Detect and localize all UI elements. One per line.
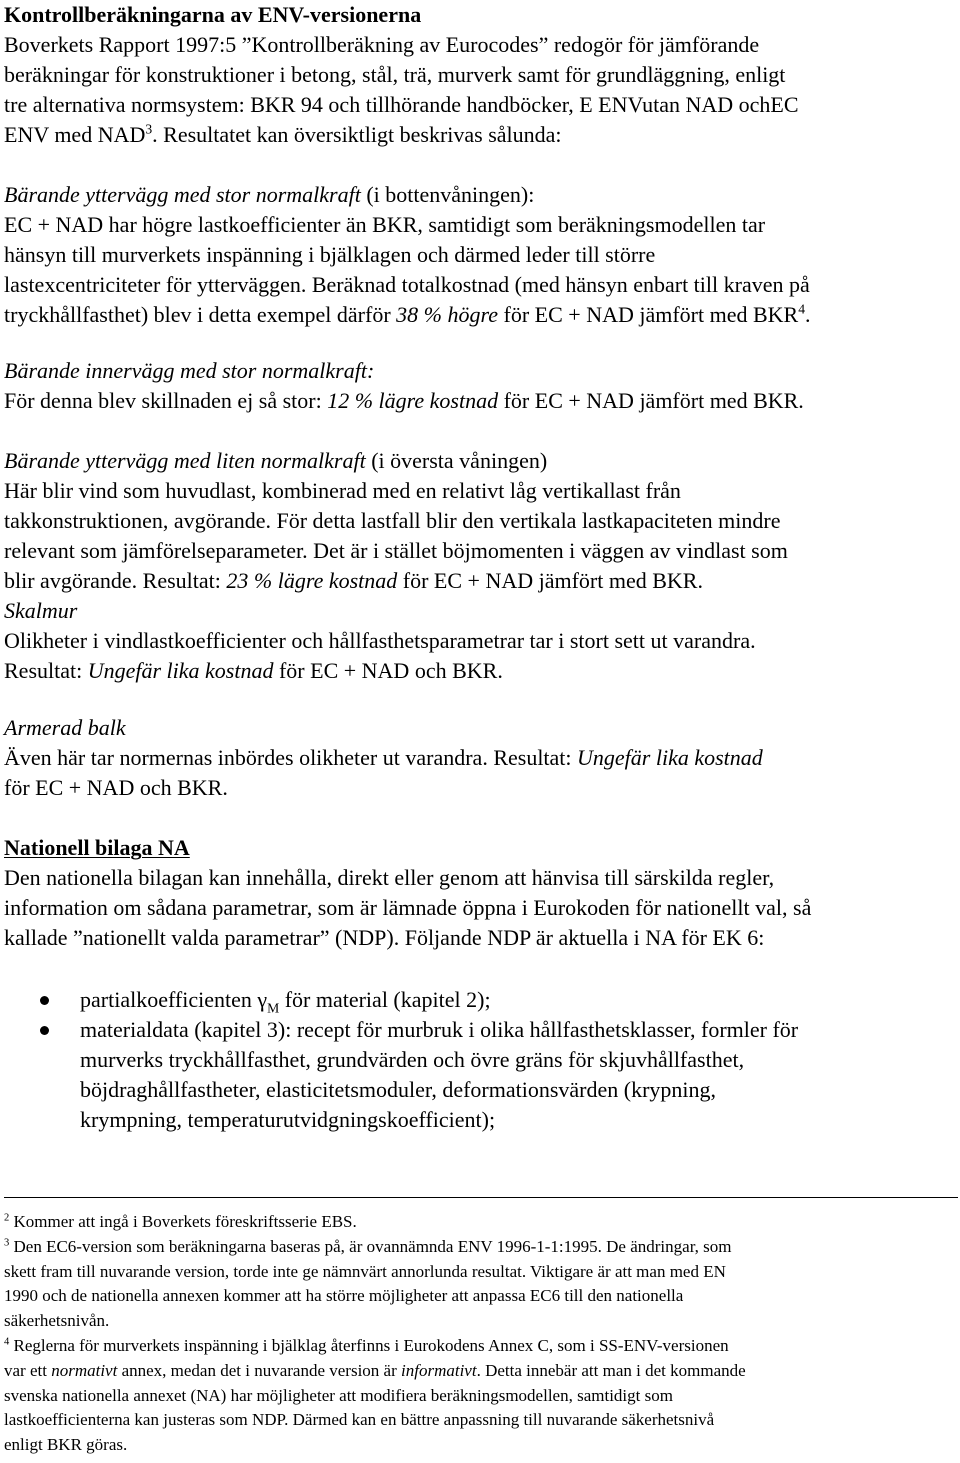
text-line: Resultat: Ungefär lika kostnad för EC + NAD och BKR. <box>4 658 503 683</box>
text-line: hänsyn till murverkets inspänning i bjälklagen och därmed leder till större <box>4 242 656 267</box>
footnote-3: $^3$ Den EC6-version som beräkningarna baseras på, är ovannämnda ENV 1996-1-1:1995. De ändringar, som <box>4 1236 732 1256</box>
text-line: materialdata (kapitel 3): recept för murbruk i olika hållfasthetsklasser, formler för <box>80 1017 799 1042</box>
text-line: Här blir vind som huvudlast, kombinerad med en relativt låg vertikallast från <box>4 478 681 503</box>
text-line: svenska nationella annexet (NA) har möjligheter att modifiera beräkningsmodellen, samtidigt som <box>4 1385 673 1405</box>
text-line: krympning, temperaturutvidgningskoefficient); <box>80 1107 496 1132</box>
section-heading: Nationell bilaga NA <box>4 835 190 860</box>
text-line: Bärande yttervägg med stor normalkraft (i bottenvåningen): <box>4 182 535 207</box>
text-line: Även här tar normernas inbördes olikheter ut varandra. Resultat: Ungefär lika kostnad <box>4 745 763 770</box>
ndp-bullet-list <box>0 985 958 1135</box>
text-line: lastexcentriciteter för ytterväggen. Beräknad totalkostnad (med hänsyn enbart till kraven på <box>4 272 810 297</box>
text-line: ENV med NAD$^3$. Resultatet kan översiktligt beskrivas sålunda: <box>4 121 562 147</box>
text-line: takkonstruktionen, avgörande. För detta lastfall blir den vertikala lastkapaciteten mindre <box>4 508 781 533</box>
text-line: beräkningar för konstruktioner i betong, stål, trä, murverk samt för grundläggning, enligt <box>4 62 786 87</box>
text-line: Bärande innervägg med stor normalkraft: <box>4 358 375 383</box>
section-nationell-bilaga <box>4 833 958 953</box>
subheading-armerad-balk: Armerad balk <box>4 715 126 740</box>
text-line: säkerhetsnivån. <box>4 1311 110 1331</box>
text-line: Bärande yttervägg med liten normalkraft (i översta våningen) <box>4 448 548 473</box>
paragraph-armerad-balk <box>4 713 958 803</box>
text-line: För denna blev skillnaden ej så stor: 12 % lägre kostnad för EC + NAD jämfört med BKR. <box>4 388 804 413</box>
text-line: tryckhållfasthet) blev i detta exempel därför 38 % högre för EC + NAD jämfört med BKR$^4$. <box>4 301 811 327</box>
text-line: tre alternativa normsystem: BKR 94 och tillhörande handböcker, E ENVutan NAD ochEC <box>4 92 799 117</box>
footnote-4: $^4$ Reglerna för murverkets inspänning i bjälklag återfinns i Eurokodens Annex C, som i SS-ENV-versionen <box>4 1335 729 1355</box>
text-line: partialkoefficienten $\gamma_M$ för material (kapitel 2); <box>80 987 491 1016</box>
paragraph-ytterwall-small-load <box>4 446 958 686</box>
text-line: enligt BKR göras. <box>4 1435 128 1455</box>
section-heading: Kontrollberäkningarna av ENV-versionerna <box>4 2 422 27</box>
text-line: Boverkets Rapport 1997:5 ”Kontrollberäkning av Eurocodes” redogör för jämförande <box>4 32 760 57</box>
section-kontrollberakningar <box>4 0 958 150</box>
footnote-ref: 4 <box>798 301 806 317</box>
text-line: för EC + NAD och BKR. <box>4 775 228 800</box>
subheading-skalmur: Skalmur <box>4 598 78 623</box>
paragraph-innerwall <box>4 356 958 416</box>
text-line: kallade ”nationellt valda parametrar” (NDP). Följande NDP är aktuella i NA för EK 6: <box>4 925 765 950</box>
text-line: information om sådana parametrar, som är lämnade öppna i Eurokoden för nationellt val, så <box>4 895 812 920</box>
text-line: skett fram till nuvarande version, torde inte ge nämnvärt annorlunda resultat. Viktigare är att man med EN <box>4 1261 726 1281</box>
text-line: Olikheter i vindlastkoefficienter och hållfasthetsparametrar tar i stort sett ut varandra. <box>4 628 756 653</box>
list-item <box>0 1015 958 1135</box>
footnote-2: $^2$ Kommer att ingå i Boverkets föreskriftsserie EBS. <box>4 1212 357 1231</box>
text-line: lastkoefficienterna kan justeras som NDP. Därmed kan en bättre anpassning till nuvarande säkerhetsnivå <box>4 1410 715 1430</box>
paragraph-ytterwall-large-load <box>4 180 958 330</box>
list-item <box>0 985 958 1015</box>
footnote-divider <box>4 1197 958 1198</box>
text-line: murverks tryckhållfasthet, grundvärden och övre gräns för skjuvhållfasthet, <box>80 1047 745 1072</box>
bullet-icon <box>40 996 49 1005</box>
text-line: böjdraghållfastheter, elasticitetsmoduler, deformationsvärden (krypning, <box>80 1077 717 1102</box>
footnotes <box>4 1210 958 1458</box>
text-line: relevant som jämförelseparameter. Det är i stället böjmomenten i väggen av vindlast som <box>4 538 788 563</box>
text-line: Den nationella bilagan kan innehålla, direkt eller genom att hänvisa till särskilda regler, <box>4 865 775 890</box>
footnote-ref: 3 <box>145 121 153 137</box>
bullet-icon <box>40 1026 49 1035</box>
text-line: EC + NAD har högre lastkoefficienter än BKR, samtidigt som beräkningsmodellen tar <box>4 212 766 237</box>
text-line: var ett normativt annex, medan det i nuvarande version är informativt. Detta innebär att man i det kommande <box>4 1360 746 1380</box>
text-line: blir avgörande. Resultat: 23 % lägre kostnad för EC + NAD jämfört med BKR. <box>4 568 703 593</box>
text-line: 1990 och de nationella annexen kommer att ha större möjligheter att anpassa EC6 till den nationella <box>4 1286 684 1306</box>
